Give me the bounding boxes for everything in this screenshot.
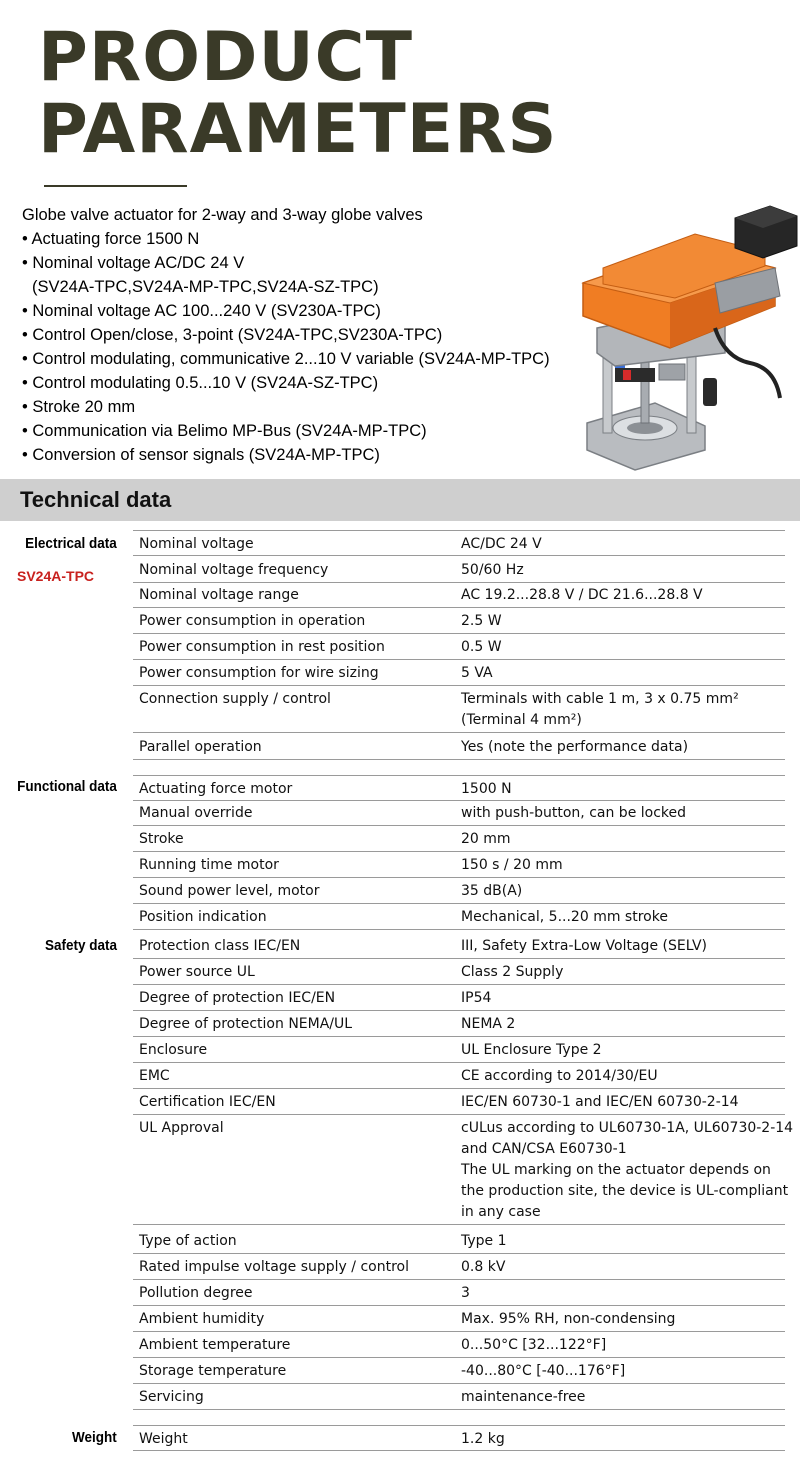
intro-line: Globe valve actuator for 2-way and 3-way globe valves [22,206,423,224]
param-value [461,585,783,606]
param-value-line: UL Enclosure Type 2 [461,1042,602,1058]
param-name: Ambient temperature [139,1337,291,1353]
table-row [133,660,785,686]
param-value-line: AC 19.2...28.8 V / DC 21.6...28.8 V [461,587,703,603]
param-value-line: Terminals with cable 1 m, 3 x 0.75 mm² [461,691,739,707]
table-row [133,686,785,733]
param-value [461,936,783,957]
table-row [133,1306,785,1332]
table-row [133,1358,785,1384]
table-row [133,530,785,556]
intro-line: • Nominal voltage AC/DC 24 V [22,254,245,272]
param-value [461,663,783,684]
table-row [133,1254,785,1280]
intro-line: • Conversion of sensor signals (SV24A-MP-TPC) [22,446,380,464]
param-value [461,1066,783,1087]
table-row [133,1115,794,1225]
param-value [461,907,783,928]
intro-line: • Control modulating, communicative 2...10 V variable (SV24A-MP-TPC) [22,350,550,368]
param-value-line: Max. 95% RH, non-condensing [461,1311,676,1327]
param-value [461,1092,783,1113]
param-value [461,1387,783,1408]
param-value-line: 35 dB(A) [461,883,523,899]
param-name: Pollution degree [139,1285,253,1301]
param-name: Stroke [139,831,184,847]
param-name: Nominal voltage [139,536,254,552]
param-value [461,560,783,581]
param-name: Position indication [139,909,267,925]
param-name: Ambient humidity [139,1311,265,1327]
param-value-line: -40...80°C [-40...176°F] [461,1363,626,1379]
table-row [133,1280,785,1306]
table-row [133,852,785,878]
param-value [461,1335,783,1356]
actuator-product-image [575,188,800,478]
table-row [133,608,785,634]
table-row [133,878,785,904]
param-name: Type of action [139,1233,237,1249]
param-value-line: Mechanical, 5...20 mm stroke [461,909,668,925]
table-row [133,1089,785,1115]
intro-line: • Communication via Belimo MP-Bus (SV24A-MP-TPC) [22,422,427,440]
table-row [133,826,785,852]
param-name: Degree of protection NEMA/UL [139,1016,353,1032]
intro-line: • Nominal voltage AC 100...240 V (SV230A-TPC) [22,302,381,320]
param-value-line: IP54 [461,990,492,1006]
param-value [461,1283,783,1304]
param-name: Connection supply / control [139,691,331,707]
table-row [133,1228,785,1254]
param-value-line: 2.5 W [461,613,502,629]
param-value-line: maintenance-free [461,1389,586,1405]
param-name: Sound power level, motor [139,883,320,899]
table-row [133,959,785,985]
param-name: Nominal voltage frequency [139,562,329,578]
param-value-line: Yes (note the performance data) [461,739,689,755]
section-safety-data: Safety data [44,937,117,954]
param-name: Degree of protection IEC/EN [139,990,336,1006]
param-value-line: cULus according to UL60730-1A, UL60730-2-14 [461,1120,794,1136]
table-row [133,734,785,760]
param-value-line: AC/DC 24 V [461,536,542,552]
param-value [461,1429,783,1450]
param-value-line: 0.8 kV [461,1259,506,1275]
param-value [461,829,783,850]
param-value [461,737,783,758]
param-value [461,1361,783,1382]
table-row [133,1037,785,1063]
param-value-line: 20 mm [461,831,511,847]
technical-data-title: Technical data [20,487,172,512]
param-value-line: III, Safety Extra-Low Voltage (SELV) [461,938,708,954]
param-value [461,637,783,658]
param-name: Weight [139,1431,188,1447]
param-value-line: The UL marking on the actuator depends on [461,1162,771,1178]
title-line-1: PRODUCT [38,18,413,97]
intro-line: • Actuating force 1500 N [22,230,200,248]
param-name: Manual override [139,805,253,821]
param-name: Power consumption for wire sizing [139,665,379,681]
param-value [461,1231,783,1252]
param-value-line: 150 s / 20 mm [461,857,563,873]
param-value-line: 1.2 kg [461,1431,505,1447]
param-name: UL Approval [139,1120,224,1136]
param-name: Enclosure [139,1042,208,1058]
table-row [133,985,785,1011]
param-value [461,1040,783,1061]
param-name: Actuating force motor [139,781,293,797]
param-value-line: in any case [461,1204,541,1220]
param-value-line: 5 VA [461,665,493,681]
table-row [133,800,785,826]
param-value-line: IEC/EN 60730-1 and IEC/EN 60730-2-14 [461,1094,739,1110]
param-name: Power consumption in rest position [139,639,385,655]
param-value [461,881,783,902]
param-name: Power source UL [139,964,255,980]
param-value-line: with push-button, can be locked [461,805,687,821]
param-value [461,689,783,731]
table-row [133,582,785,608]
param-value [461,803,783,824]
param-value-line: and CAN/CSA E60730-1 [461,1141,627,1157]
table-row [133,557,785,583]
param-value [461,1118,794,1223]
param-value [461,962,783,983]
param-value-line: NEMA 2 [461,1016,516,1032]
table-row [133,1011,785,1037]
section-electrical-data: Electrical data [25,535,117,552]
intro-line: • Control modulating 0.5...10 V (SV24A-SZ-TPC) [22,374,379,392]
param-value-line: Type 1 [461,1233,507,1249]
section-functional-data: Functional data [17,778,117,795]
param-name: Certification IEC/EN [139,1094,276,1110]
param-name: Running time motor [139,857,279,873]
param-value [461,855,783,876]
param-value [461,1309,783,1330]
table-row [133,1063,785,1089]
param-value-line: CE according to 2014/30/EU [461,1068,658,1084]
param-value [461,779,783,800]
title-line-2: PARAMETERS [38,90,558,169]
section-weight: Weight [72,1429,117,1446]
param-name: Nominal voltage range [139,587,299,603]
technical-data-header [0,479,800,521]
param-name: Servicing [139,1389,204,1405]
param-value-line: Class 2 Supply [461,964,564,980]
model-label: SV24A-TPC [17,568,95,584]
table-row [133,1332,785,1358]
param-value-line: 0...50°C [32...122°F] [461,1337,607,1353]
param-value-line: 3 [461,1285,470,1301]
param-value [461,1257,783,1278]
param-name: Storage temperature [139,1363,287,1379]
param-name: Parallel operation [139,739,262,755]
product-intro [22,203,602,467]
param-value-line: 0.5 W [461,639,502,655]
table-row [133,1425,785,1451]
param-value [461,1014,783,1035]
param-name: Rated impulse voltage supply / control [139,1259,409,1275]
table-row [133,1384,785,1410]
param-value-line: 50/60 Hz [461,562,524,578]
intro-line: (SV24A-TPC,SV24A-MP-TPC,SV24A-SZ-TPC) [32,278,379,296]
intro-line: • Stroke 20 mm [22,398,136,416]
page-title [38,18,558,169]
param-name: Protection class IEC/EN [139,938,301,954]
title-underline [44,185,187,187]
table-row [133,634,785,660]
table-row [133,775,785,801]
param-name: EMC [139,1068,170,1084]
intro-line: • Control Open/close, 3-point (SV24A-TPC,SV230A-TPC) [22,326,443,344]
param-value-line: the production site, the device is UL-compliant [461,1183,789,1199]
param-value-line: (Terminal 4 mm²) [461,712,582,728]
param-name: Power consumption in operation [139,613,366,629]
param-value-line: 1500 N [461,781,512,797]
param-value [461,988,783,1009]
table-row [133,904,785,930]
param-value [461,611,783,632]
table-row [133,933,785,959]
param-value [461,534,783,555]
